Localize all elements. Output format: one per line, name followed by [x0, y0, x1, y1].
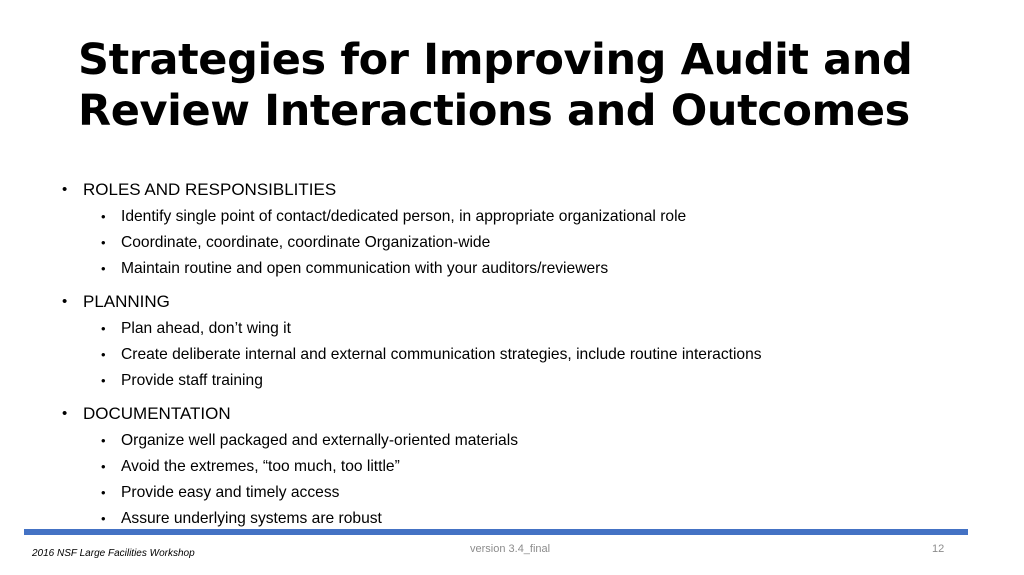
footer-version-label: version 3.4_final [470, 543, 551, 555]
bullet-icon: • [101, 261, 106, 276]
list-item [0, 454, 1024, 480]
list-item-text: Plan ahead, don’t wing it [121, 320, 291, 337]
list-item [0, 368, 1024, 394]
list-item [0, 230, 1024, 256]
list-item-text: Organize well packaged and externally-oriented materials [121, 432, 518, 449]
slide-page-number: 12 [932, 543, 945, 555]
bullet-icon: • [101, 511, 106, 526]
list-item-text: Provide staff training [121, 372, 263, 389]
bullet-icon: • [101, 459, 106, 474]
list-item [0, 316, 1024, 342]
section-roles [0, 176, 1024, 282]
list-item-text: Create deliberate internal and external communication strategies, include routine interactions [121, 346, 762, 363]
slide-title [78, 35, 978, 137]
list-item [0, 204, 1024, 230]
title-line-2: Review Interactions and Outcomes [78, 86, 910, 136]
section-planning [0, 288, 1024, 394]
list-item-text: Maintain routine and open communication with your auditors/reviewers [121, 260, 609, 277]
list-item-text: Coordinate, coordinate, coordinate Organization-wide [121, 234, 491, 251]
list-item-text: Identify single point of contact/dedicated person, in appropriate organizational role [121, 208, 687, 225]
bullet-icon: • [62, 181, 68, 198]
section-heading [0, 400, 1024, 428]
title-line-1: Strategies for Improving Audit and [78, 35, 913, 85]
bullet-icon: • [62, 405, 68, 422]
bullet-icon: • [101, 347, 106, 362]
list-item [0, 256, 1024, 282]
bullet-icon: • [101, 485, 106, 500]
bullet-icon: • [101, 373, 106, 388]
bullet-icon: • [101, 433, 106, 448]
section-heading-text: DOCUMENTATION [83, 404, 231, 423]
list-item [0, 342, 1024, 368]
list-item [0, 428, 1024, 454]
list-item-text: Assure underlying systems are robust [121, 510, 382, 527]
section-heading-text: PLANNING [83, 292, 170, 311]
bullet-icon: • [101, 321, 106, 336]
footer-workshop-label: 2016 NSF Large Facilities Workshop [32, 548, 195, 559]
footer-divider-bar [24, 529, 968, 535]
list-item-text: Avoid the extremes, “too much, too little” [121, 458, 400, 475]
bullet-content [0, 176, 1024, 538]
section-documentation [0, 400, 1024, 532]
list-item-text: Provide easy and timely access [121, 484, 340, 501]
bullet-icon: • [101, 235, 106, 250]
section-heading-text: ROLES AND RESPONSIBLITIES [83, 180, 337, 199]
list-item [0, 480, 1024, 506]
bullet-icon: • [62, 293, 68, 310]
section-heading [0, 288, 1024, 316]
section-heading [0, 176, 1024, 204]
bullet-icon: • [101, 209, 106, 224]
